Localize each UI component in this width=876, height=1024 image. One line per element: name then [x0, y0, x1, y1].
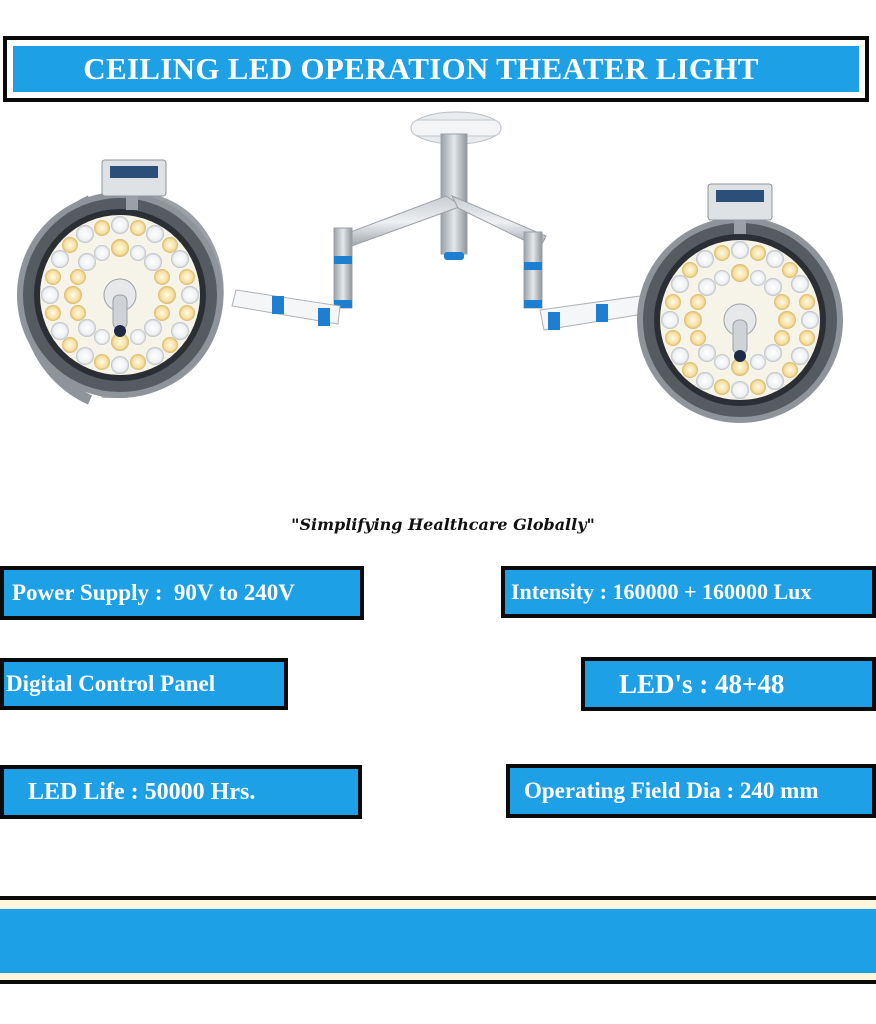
- title-banner-fill: [13, 46, 859, 92]
- product-image: [0, 108, 876, 508]
- spec-led-life-text: LED Life : 50000 Hrs.: [28, 778, 256, 805]
- spec-control-panel-text: Digital Control Panel: [6, 671, 216, 696]
- tagline: "Simplifying Healthcare Globally": [291, 515, 595, 534]
- spec-control-panel: [0, 658, 288, 710]
- spec-field-dia: [506, 764, 876, 818]
- operation-lamp-left-icon: [20, 160, 220, 400]
- spec-intensity: [501, 566, 876, 618]
- spec-intensity-text: Intensity : 160000 + 160000 Lux: [511, 579, 812, 604]
- spec-power-supply: [0, 566, 364, 620]
- spec-led-life: [0, 765, 362, 819]
- spec-leds-text: LED's : 48+48: [619, 668, 785, 699]
- spec-power-supply-text: Power Supply : 90V to 240V: [12, 580, 295, 605]
- ceiling-mount-icon: [232, 112, 644, 330]
- footer-stripe: [0, 900, 876, 909]
- footer-rule-bottom: [0, 980, 876, 984]
- spec-field-dia-text: Operating Field Dia : 240 mm: [524, 778, 819, 803]
- operation-lamp-right-icon: [640, 184, 840, 420]
- page-title: CEILING LED OPERATION THEATER LIGHT: [83, 51, 759, 86]
- footer-band: [0, 909, 876, 973]
- spec-leds: [581, 657, 876, 711]
- footer-stripe-bottom: [0, 973, 876, 980]
- title-banner: [3, 36, 869, 102]
